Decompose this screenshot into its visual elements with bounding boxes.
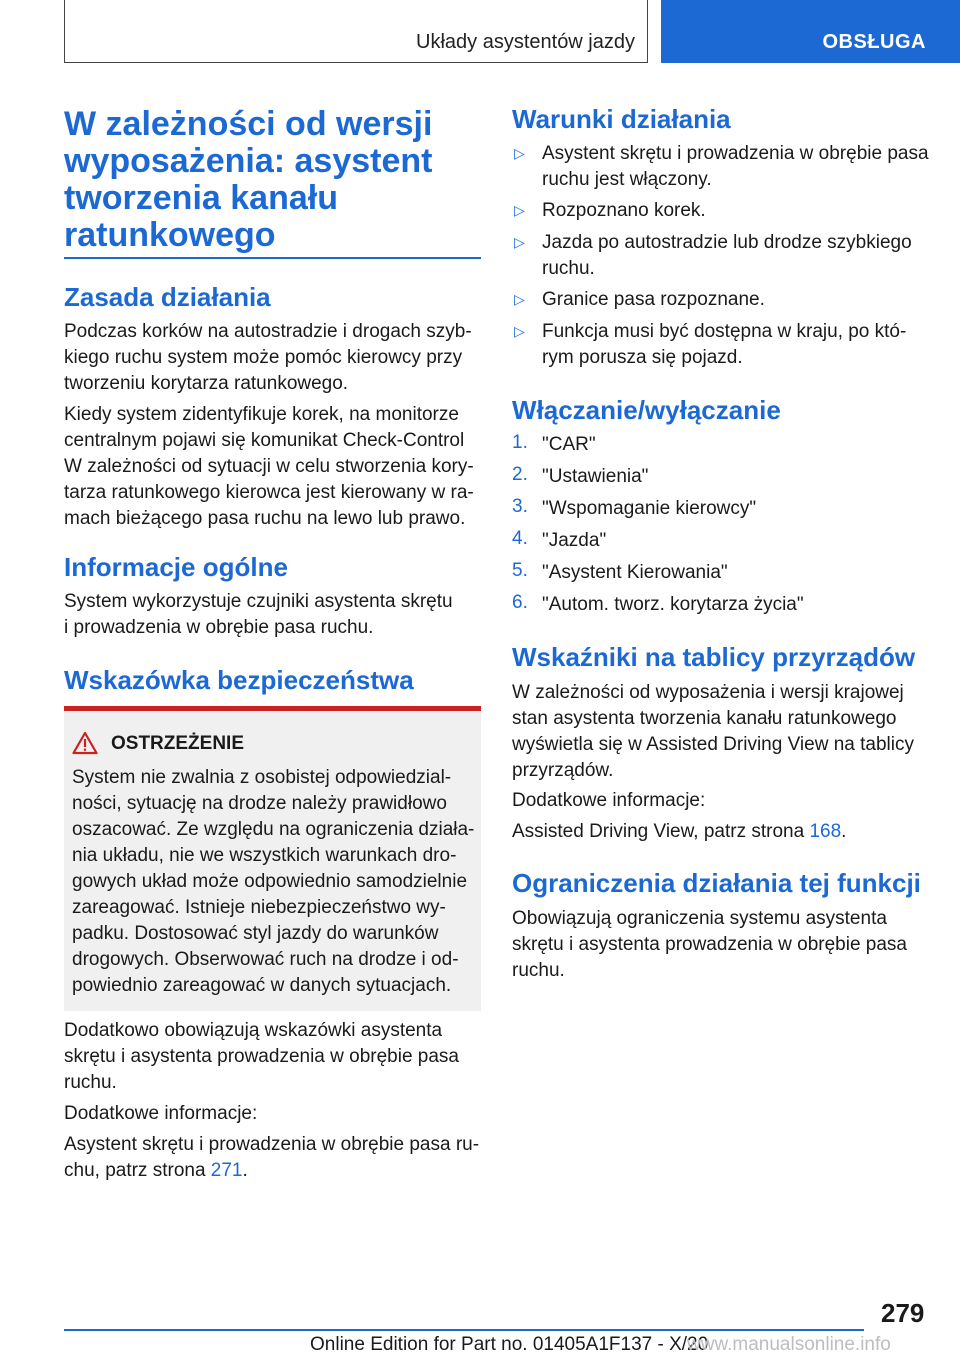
bullet-triangle-icon: ▷	[514, 145, 525, 161]
warning-triangle-icon	[72, 731, 98, 755]
condition-item: Funkcja musi być dostępna w kraju, po któ- rym porusza się pojazd.	[542, 321, 907, 368]
footer-divider	[64, 1329, 864, 1331]
principle-paragraph-2: Kiedy system zidentyfikuje korek, na monitorze centralnym pojawi się komunikat Check-Control W zależności od sytuacji w celu stworzenia kory- tarza ratunkowego kierowca jest kierowany w ra- mach bieżącego pasa ruchu na lewo lub prawo.	[64, 404, 474, 529]
bullet-triangle-icon: ▷	[514, 291, 525, 307]
limits-paragraph: Obowiązują ograniczenia systemu asystenta skrętu i asystenta prowadzenia w obrębie pasa ruchu.	[512, 908, 908, 981]
page-reference-link[interactable]: 168	[809, 821, 842, 842]
bullet-triangle-icon: ▷	[514, 202, 525, 218]
step-text: "Autom. tworz. korytarza życia"	[542, 594, 804, 615]
heading-toggle: Włączanie/wyłączanie	[512, 395, 781, 425]
title-line: W zależności od wersji	[64, 105, 433, 143]
title-divider	[64, 257, 481, 259]
warning-title: OSTRZEŻENIE	[111, 733, 245, 754]
step-text: "Jazda"	[542, 530, 607, 551]
bullet-triangle-icon: ▷	[514, 323, 525, 339]
step-number: 6.	[512, 592, 528, 613]
page-number: 279	[881, 1298, 925, 1328]
safety-additional-paragraph: Dodatkowo obowiązują wskazówki asystenta skrętu i asystenta prowadzenia w obrębie pasa ruchu.	[64, 1020, 460, 1093]
step-number: 4.	[512, 528, 528, 549]
title-line: ratunkowego	[64, 216, 276, 254]
bullet-triangle-icon: ▷	[514, 234, 525, 250]
step-text: "Asystent Kierowania"	[542, 562, 728, 583]
step-number: 5.	[512, 560, 528, 581]
condition-item: Jazda po autostradzie lub drodze szybkiego ruchu.	[542, 232, 912, 279]
heading-conditions: Warunki działania	[512, 104, 731, 134]
step-text: "CAR"	[542, 434, 596, 455]
condition-item: Granice pasa rozpoznane.	[542, 289, 765, 310]
heading-safety: Wskazówka bezpieczeństwa	[64, 665, 414, 695]
page-title	[64, 106, 484, 254]
step-text: "Wspomaganie kierowcy"	[542, 498, 757, 519]
header-chapter-tab	[661, 0, 960, 63]
step-number: 1.	[512, 432, 528, 453]
heading-general: Informacje ogólne	[64, 552, 288, 582]
safety-more-info: Dodatkowe informacje:	[64, 1103, 258, 1124]
footer-watermark: www.manualsonline.info	[687, 1334, 891, 1355]
safety-reference: Asystent skrętu i prowadzenia w obrębie pasa ru- chu, patrz strona 271.	[64, 1134, 480, 1181]
heading-principle: Zasada działania	[64, 282, 271, 312]
header-chapter-label: OBSŁUGA	[822, 31, 926, 53]
header-section-box	[64, 0, 648, 63]
page-reference-link[interactable]: 271	[210, 1160, 243, 1181]
title-line: wyposażenia: asystent	[64, 142, 433, 180]
indicators-paragraph: W zależności od wyposażenia i wersji krajowej stan asystenta tworzenia kanału ratunkowego wyświetla się w Assisted Driving View na tablicy przyrządów.	[512, 682, 914, 781]
condition-item: Rozpoznano korek.	[542, 200, 706, 221]
heading-limits: Ograniczenia działania tej funkcji	[512, 868, 921, 898]
principle-paragraph-1: Podczas korków na autostradzie i drogach szyb- kiego ruchu system może pomóc kierowcy przy tworzeniu korytarza ratunkowego.	[64, 321, 472, 394]
indicators-more-info: Dodatkowe informacje:	[512, 790, 706, 811]
indicators-reference: Assisted Driving View, patrz strona 168.	[512, 821, 847, 842]
footer-edition: Online Edition for Part no. 01405A1F137 - X/20	[310, 1334, 709, 1355]
general-paragraph: System wykorzystuje czujniki asystenta skrętu i prowadzenia w obrębie pasa ruchu.	[64, 591, 453, 638]
warning-text: System nie zwalnia z osobistej odpowiedzial- ności, sytuację na drodze należy prawidłowo oszacować. Ze względu na ograniczenia działa- nia układu, nie we wszystkich warunkach dro- gowych układ może odpowiednio samodzielnie zareagować. Istnieje niebezpieczeństwo wy- padku. Dostosować styl jazdy do warunków drogowych. Obserwować ruch na drodze i od- powiednio zareagować w danych sytuacjach.	[72, 767, 475, 996]
step-number: 2.	[512, 464, 528, 485]
heading-indicators: Wskaźniki na tablicy przyrządów	[512, 642, 916, 672]
title-line: tworzenia kanału	[64, 179, 338, 217]
condition-item: Asystent skrętu i prowadzenia w obrębie pasa ruchu jest włączony.	[542, 143, 929, 190]
header-section-title: Układy asystentów jazdy	[416, 31, 635, 53]
step-text: "Ustawienia"	[542, 466, 649, 487]
step-number: 3.	[512, 496, 528, 517]
